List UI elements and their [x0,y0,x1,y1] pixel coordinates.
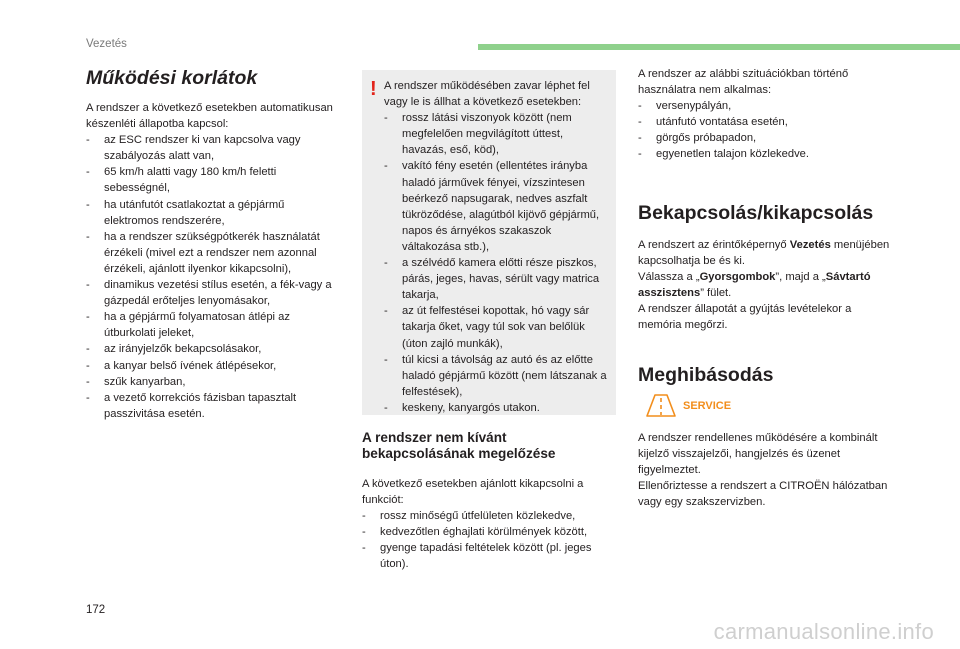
fault-title: Meghibásodás [638,364,774,387]
list-item: - keskeny, kanyargós utakon. [384,400,610,416]
warning-box [362,70,616,415]
onoff-menu-name: Vezetés [789,238,831,251]
list-item: - gyenge tapadási feltételek között (pl. jeges úton). [362,540,616,572]
fault-text-2: Ellenőriztesse a rendszert a CITROËN hálózatban vagy egy szakszervizben. [638,480,888,509]
list-item: - görgős próbapadon, [638,130,894,146]
list-item: - a szélvédő kamera előtti része piszkos, párás, jeges, havas, sérült vagy matrica takarja, [384,255,610,303]
right-intro: A rendszer az alábbi szituációkban történő használatra nem alkalmas: [638,68,849,97]
right-list [638,98,894,162]
page-title: Működési korlátok [86,67,258,89]
avoid-list [362,508,616,572]
list-item: - az út felfestései kopottak, hó vagy sár takarja őket, vagy túl sok van belőlük (úton zajló munkák), [384,303,610,351]
list-item: - egyenetlen talajon közlekedve. [638,146,894,162]
page-number: 172 [86,604,106,616]
right-column [638,66,894,387]
onoff-text: Válassza a „ [638,270,700,283]
avoid-section [362,430,616,573]
avoid-title: A rendszer nem kívánt bekapcsolásának megelőzése [362,430,556,461]
warning-list [384,110,610,416]
onoff-paragraph-1 [638,237,894,269]
shortcut-name: Gyorsgombok [699,270,776,283]
fault-section [638,430,894,510]
section-label: Vezetés [86,38,127,50]
watermark: carmanualsonline.info [713,619,934,644]
list-item: - az ESC rendszer ki van kapcsolva vagy szabályozás alatt van, [86,132,342,164]
onoff-text: A rendszert az érintőképernyő [638,238,790,251]
list-item: - ha utánfutót csatlakoztat a gépjármű elektromos rendszerére, [86,197,342,229]
warning-intro: A rendszer működésében zavar léphet fel vagy le is állhat a következő esetekben: [384,80,590,109]
list-item: - utánfutó vontatása esetén, [638,114,894,130]
section-accent-bar [478,44,960,50]
service-label: SERVICE [683,400,732,412]
exclamation-icon: ! [370,78,377,100]
onoff-text: ”, majd a „ [775,270,826,283]
warning-text [384,78,610,416]
list-item: - ha a rendszer szükségpótkerék használatát érzékeli (mivel ezt a rendszer nem azonnal érzékeli, ajánlott ilyenkor kikapcsolni), [86,229,342,277]
list-item: - kedvezőtlen éghajlati körülmények között, [362,524,616,540]
onoff-paragraph-3: A rendszer állapotát a gyújtás levételekor a memória megőrzi. [638,302,852,332]
avoid-intro: A következő esetekben ajánlott kikapcsolni a funkciót: [362,478,584,507]
list-item: - szűk kanyarban, [86,374,342,390]
list-item: - versenypályán, [638,98,894,114]
onoff-title: Bekapcsolás/kikapcsolás [638,201,874,224]
list-item: - a kanyar belső ívének átlépésekor, [86,358,342,374]
list-item: - 65 km/h alatti vagy 180 km/h feletti sebességnél, [86,164,342,196]
list-item: - ha a gépjármű folyamatosan átlépi az útburkolati jeleket, [86,309,342,341]
left-list [86,132,342,422]
list-item: - rossz látási viszonyok között (nem megfelelően megvilágított úttest, havazás, eső, köd), [384,110,610,158]
list-item: - vakító fény esetén (ellentétes irányba haladó járművek fényei, vízszintesen beérkező napsugarak, nedves aszfalt tükröződése, alagútból kijövő gépjármű, napos és árnyékos szakaszok váltakozása stb.), [384,158,610,255]
list-item: - a vezető korrekciós fázisban tapasztalt passzivitása esetén. [86,390,342,422]
left-intro: A rendszer a következő esetekben automatikusan készenléti állapotba kapcsol: [86,102,333,131]
list-item: - rossz minőségű útfelületen közlekedve, [362,508,616,524]
left-column [86,66,342,422]
service-warning-icon [645,392,735,418]
list-item: - az irányjelzők bekapcsolásakor, [86,341,342,357]
onoff-paragraph-2 [638,269,894,301]
list-item: - túl kicsi a távolság az autó és az előtte haladó gépjármű között (nem látszanak a felfestések), [384,352,610,400]
fault-text: A rendszer rendellenes működésére a kombinált kijelző visszajelzői, hangjelzés és üzenet figyelmeztet. [638,432,878,477]
list-item: - dinamikus vezetési stílus esetén, a fék-vagy a gázpedál erőteljes lenyomásakor, [86,277,342,309]
onoff-text: menüjében kapcsolhatja be és ki. [638,238,890,267]
tab-name: Sávtartó asszisztens [638,270,871,299]
onoff-text: ” fület. [700,286,732,299]
